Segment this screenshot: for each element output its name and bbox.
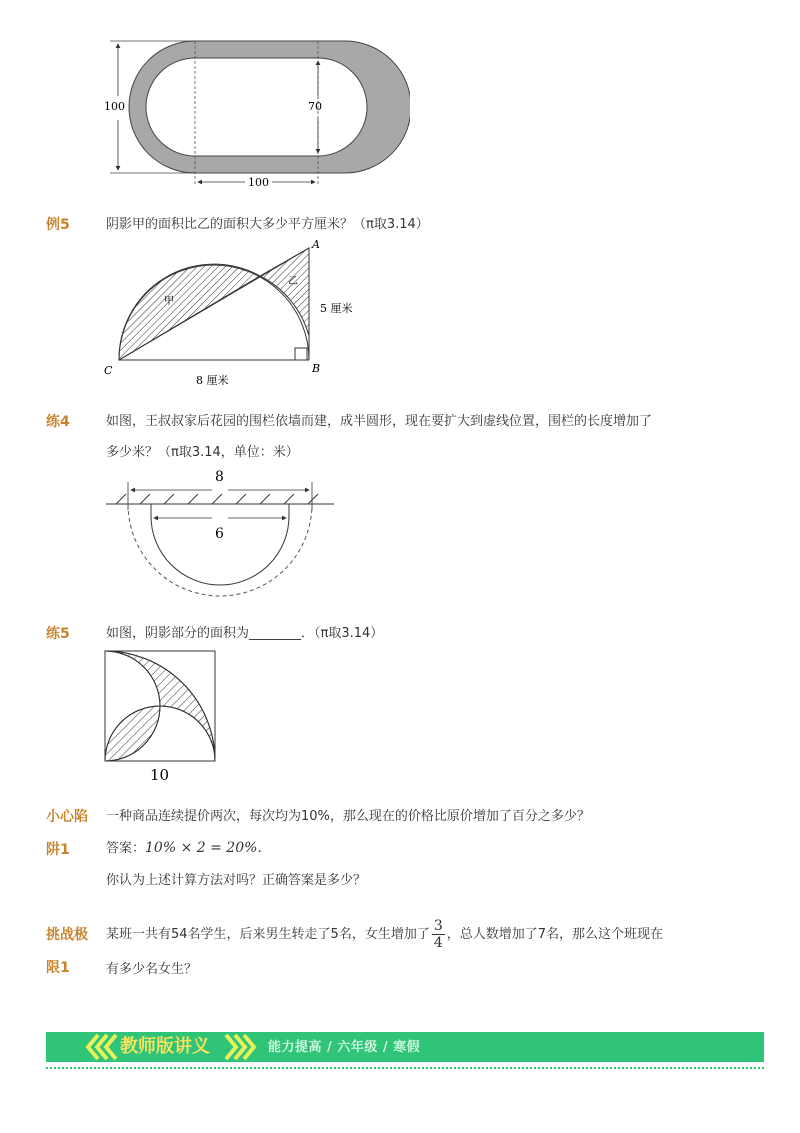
footer-title: 教师版讲义 [120,1036,210,1057]
point-c: C [104,364,113,377]
challenge1-line1 [106,918,663,952]
challenge-text-before: 某班一共有54名学生，后来男生转走了5名，女生增加了 [106,927,430,942]
challenge1-label-line2: 限1 [46,960,70,976]
trap1-question: 一种商品连续提价两次，每次均为10%，那么现在的价格比原价增加了百分之多少？ [106,809,590,824]
trap1-label-line1: 小心陷 [46,809,88,825]
answer-math: 10% × 2 = 20%. [145,840,262,856]
challenge1-line2: 有多少名女生？ [106,962,198,977]
base-label: 8 厘米 [196,374,229,387]
track-figure [100,36,410,196]
footer-divider [46,1067,764,1069]
point-b: B [312,362,321,375]
lian5-label: 练5 [46,626,70,642]
lian4-label: 练4 [46,414,70,430]
challenge1-label-line1: 挑战极 [46,927,88,943]
lian4-line2: 多少米？（π取3.14，单位：米） [106,445,299,460]
ex5-label: 例5 [46,217,70,233]
lian5-figure [102,648,222,784]
fraction-three-quarters [432,918,445,951]
lian5-question: 如图，阴影部分的面积为________．（π取3.14） [106,626,384,641]
region-yi: 乙 [288,276,298,287]
side-label: 5 厘米 [320,302,353,315]
outer-width-label: 8 [215,469,224,485]
ex5-figure [100,236,380,388]
trap1-label-line2: 阱1 [46,842,70,858]
trap1-followup: 你认为上述计算方法对吗？正确答案是多少？ [106,873,367,888]
fraction-numerator: 3 [433,918,443,934]
ex5-question: 阴影甲的面积比乙的面积大多少平方厘米？（π取3.14） [106,217,429,232]
challenge-text-after: ，总人数增加了7名，那么这个班现在 [446,927,664,942]
side-length-label: 10 [150,766,170,784]
track-height-label: 100 [104,100,125,113]
chevron-right-icon [224,1033,260,1061]
fraction-denominator: 4 [433,935,443,951]
answer-prefix: 答案： [106,841,146,856]
lian4-figure [102,464,342,614]
track-inner-label: 70 [308,100,322,113]
chevron-left-icon [82,1033,118,1061]
region-jia: 甲 [164,296,174,307]
inner-width-label: 6 [215,526,224,542]
footer-subtitle: 能力提高 / 六年级 / 寒假 [268,1040,421,1055]
trap1-answer [106,838,262,859]
footer-banner [46,1032,764,1062]
point-a: A [312,238,320,251]
lian4-line1: 如图，王叔叔家后花园的围栏依墙而建，成半圆形，现在要扩大到虚线位置，围栏的长度增加了 [106,414,653,429]
track-length-label: 100 [248,176,269,189]
